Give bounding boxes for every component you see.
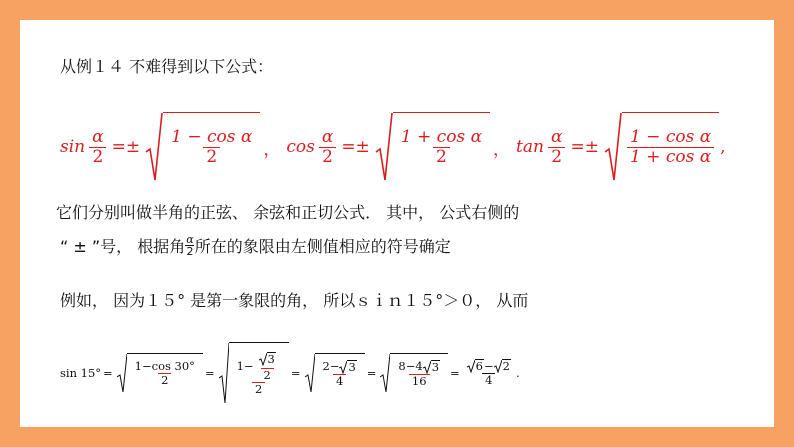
alpha-over-2: $\frac{\alpha}{2}$ bbox=[89, 128, 106, 166]
sqrt-sin: $\frac{\text{1 − cos α}}{2}$ bbox=[145, 112, 260, 182]
sqrt-step-4: 8−4 3 16 bbox=[380, 353, 448, 393]
sqrt-tan: $\frac{\text{1 − cos α}}{\text{1 + cos α}}$ bbox=[604, 112, 719, 182]
alpha-over-2: $\frac{\alpha}{2}$ bbox=[319, 128, 336, 166]
sin15-derivation: sin 15° = $\frac{1-\cos 30^\circ}{2}$ = 1− $\frac{3}{2}$ 2 = 2− 3 4 = 8−4 3 16 = 6 − 2 4 . bbox=[60, 338, 580, 408]
comma-sep: ， bbox=[263, 139, 281, 160]
equals-plus-minus: =± bbox=[111, 137, 141, 157]
description-line-1: 它们分别叫做半角的正弦、 余弦和正切公式． 其中， 公式右侧的 bbox=[56, 203, 520, 222]
sqrt-step-1: $\frac{1-\cos 30^\circ}{2}$ bbox=[117, 353, 203, 393]
slide-canvas bbox=[20, 20, 774, 427]
trailing-comma: , bbox=[720, 137, 726, 157]
alpha-over-2: $\frac{\alpha}{2}$ bbox=[548, 128, 565, 166]
equals-plus-minus: =± bbox=[341, 137, 370, 157]
alpha-over-2-inline: $\frac{\alpha}{2}$ bbox=[186, 233, 194, 258]
tan-function: tan bbox=[516, 137, 544, 157]
sin15-lhs: sin 15° bbox=[60, 366, 102, 380]
sqrt-step-2: 1− $\frac{3}{2}$ 2 bbox=[219, 342, 289, 404]
sin-function: sin bbox=[60, 137, 86, 157]
final-period: . bbox=[515, 366, 520, 380]
final-result: 6 − 2 4 bbox=[464, 359, 514, 387]
radical-sign bbox=[375, 112, 393, 182]
description-line-2 bbox=[60, 234, 451, 257]
cos-function: cos bbox=[286, 137, 315, 157]
intro-text: 从例１４ 不难得到以下公式： bbox=[60, 57, 274, 76]
comma-sep: ， bbox=[493, 139, 511, 160]
desc2-prefix: “ ± ”号， 根据角 bbox=[60, 237, 186, 256]
radical-sign bbox=[604, 112, 622, 182]
radical-sign bbox=[145, 112, 163, 182]
half-angle-formulas bbox=[60, 110, 760, 184]
sqrt-step-3: 2− 3 4 bbox=[305, 353, 365, 393]
example-text: 例如， 因为１５° 是第一象限的角， 所以ｓｉｎ１５°＞０， 从而 bbox=[60, 291, 529, 310]
equals-plus-minus: =± bbox=[570, 137, 599, 157]
desc2-suffix: 所在的象限由左侧值相应的符号确定 bbox=[194, 237, 451, 256]
sqrt-cos: $\frac{\text{1 + cos α}}{2}$ bbox=[375, 112, 490, 182]
